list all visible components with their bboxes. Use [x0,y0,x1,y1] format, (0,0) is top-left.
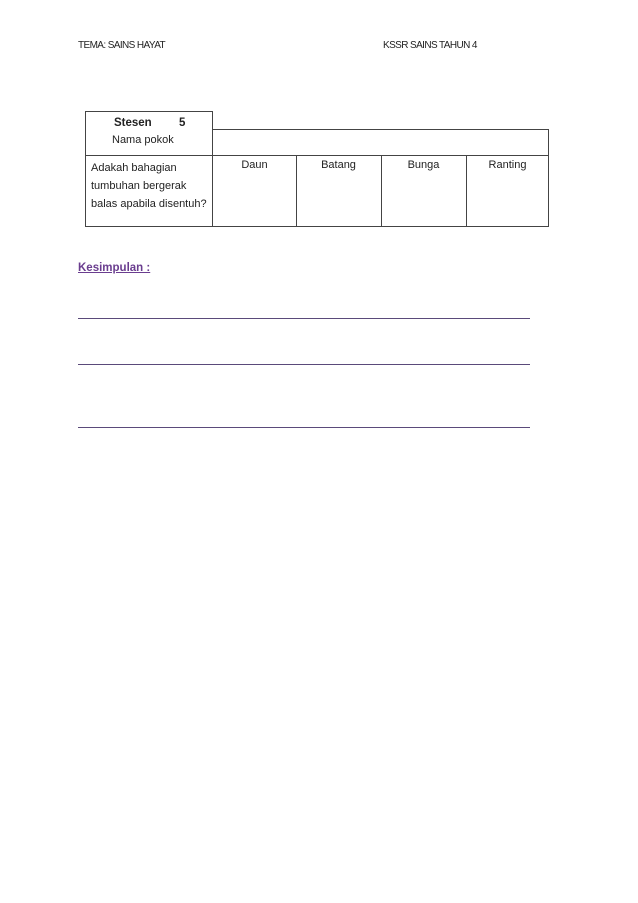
plant-name-answer-cell[interactable] [212,129,549,156]
station-label: Stesen [114,117,152,129]
answer-line[interactable] [78,318,530,319]
column-daun: Daun [241,159,268,171]
column-ranting: Ranting [488,159,527,171]
column-batang: Batang [321,159,356,171]
column-bunga: Bunga [407,159,440,171]
header-syllabus: KSSR SAINS TAHUN 4 [383,40,477,51]
answer-line[interactable] [78,364,530,365]
station-number: 5 [179,117,186,129]
conclusion-label: Kesimpulan : [78,262,151,274]
plant-name-label: Nama pokok [112,134,174,146]
header-theme: TEMA: SAINS HAYAT [78,40,166,51]
answer-line[interactable] [78,427,530,428]
station-cell [85,111,213,155]
question-text: Adakah bahagian tumbuhan bergerak balas apabila disentuh? [91,162,207,210]
